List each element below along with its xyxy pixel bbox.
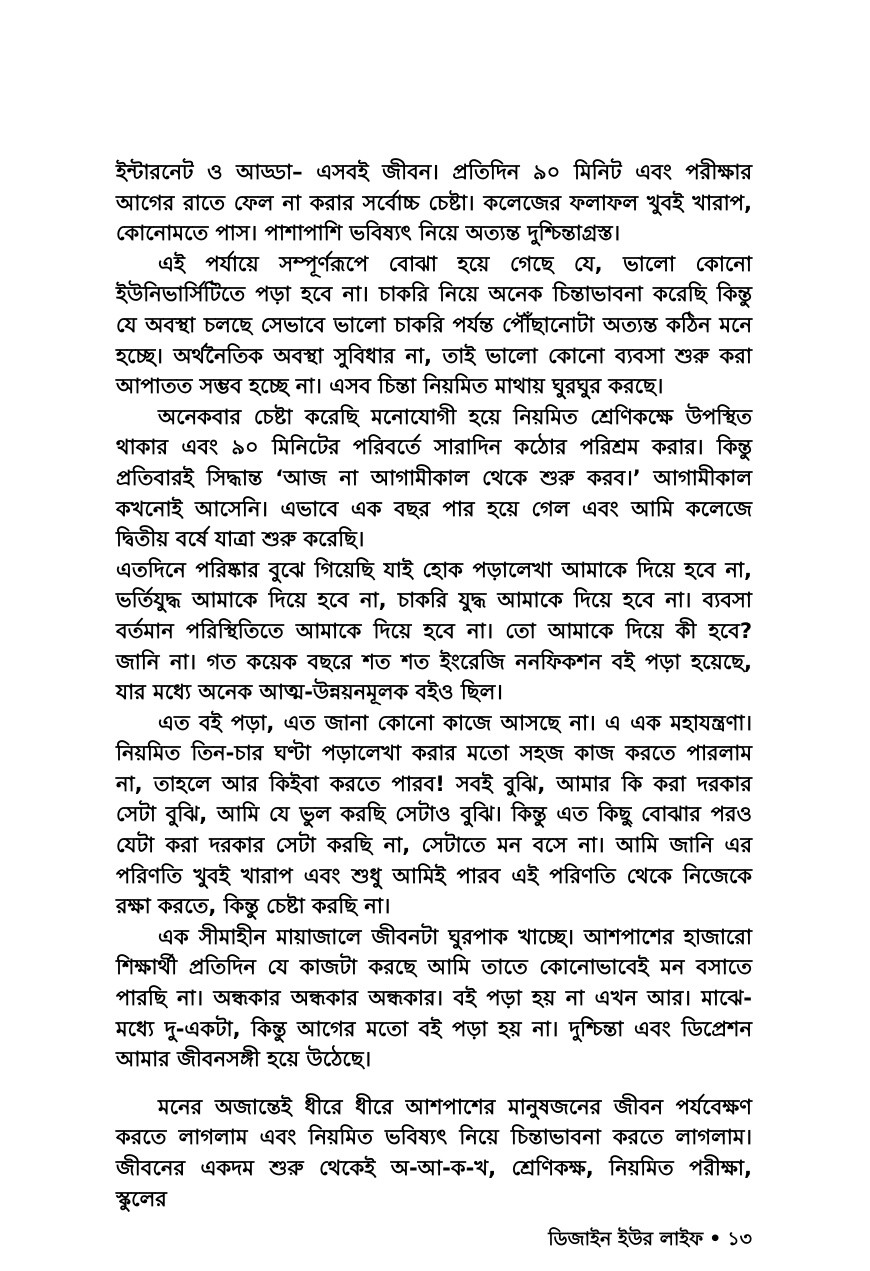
- paragraph-2: এই পর্যায়ে সম্পূর্ণরূপে বোঝা হয়ে গেছে যে, ভালো কোনো ইউনিভার্সিটিতে পড়া হবে না। চাকরি নিয়ে অনেক চিন্তাভাবনা করেছি কিন্তু যে অবস্থা চলছে সেভাবে ভালো চাকরি পর্যন্ত পৌঁছানোটা অত্যন্ত কঠিন মনে হচ্ছে। অর্থনৈতিক অবস্থা সুবিধার না, তাই ভালো কোনো ব্যবসা শুরু করা আপাতত সম্ভব হচ্ছে না। এসব চিন্তা নিয়মিত মাথায় ঘুরঘুর করছে।: [116, 251, 752, 399]
- paragraph-5: এত বই পড়া, এত জানা কোনো কাজে আসছে না। এ এক মহাযন্ত্রণা। নিয়মিত তিন-চার ঘণ্টা পড়ালেখা করার মতো সহজ কাজ করতে পারলাম না, তাহলে আর কিইবা করতে পারব! সবই বুঝি, আমার কি করা দরকার সেটা বুঝি, আমি যে ভুল করছি সেটাও বুঝি। কিন্তু এত কিছু বোঝার পরও যেটা করা দরকার সেটা করছি না, সেটাতে মন বসে না। আমি জানি এর পরিণতি খুবই খারাপ এবং শুধু আমিই পারব এই পরিণতি থেকে নিজেকে রক্ষা করতে, কিন্তু চেষ্টা করছি না।: [116, 710, 752, 919]
- paragraph-3: অনেকবার চেষ্টা করেছি মনোযোগী হয়ে নিয়মিত শ্রেণিকক্ষে উপস্থিত থাকার এবং ৯০ মিনিটের পরিবর্তে সারাদিন কঠোর পরিশ্রম করার। কিন্তু প্রতিবারই সিদ্ধান্ত ‘আজ না আগামীকাল থেকে শুরু করব।’ আগামীকাল কখনোই আসেনি। এভাবে এক বছর পার হয়ে গেল এবং আমি কলেজে দ্বিতীয় বর্ষে যাত্রা শুরু করেছি।: [116, 404, 752, 552]
- paragraph-6: এক সীমাহীন মায়াজালে জীবনটা ঘুরপাক খাচ্ছে। আশপাশের হাজারো শিক্ষার্থী প্রতিদিন যে কাজটা করছে আমি তাতে কোনোভাবেই মন বসাতে পারছি না। অন্ধকার অন্ধকার অন্ধকার। বই পড়া হয় না এখন আর। মাঝে-মধ্যে দু-একটা, কিন্তু আগের মতো বই পড়া হয় না। দুশ্চিন্তা এবং ডিপ্রেশন আমার জীবনসঙ্গী হয়ে উঠেছে।: [116, 924, 752, 1072]
- paragraph-1: ইন্টারনেট ও আড্ডা– এসবই জীবন। প্রতিদিন ৯০ মিনিট এবং পরীক্ষার আগের রাতে ফেল না করার সর্বোচ্চ চেষ্টা। কলেজের ফলাফল খুবই খারাপ, কোনোমতে পাস। পাশাপাশি ভবিষ্যৎ নিয়ে অত্যন্ত দুশ্চিন্তাগ্রস্ত।: [116, 160, 752, 246]
- footer-bullet: •: [709, 1228, 722, 1250]
- body-text: [116, 157, 752, 1214]
- running-title: ডিজাইন ইউর লাইফ: [548, 1228, 704, 1250]
- page-number: ১৩: [727, 1228, 752, 1250]
- paragraph-7: মনের অজান্তেই ধীরে ধীরে আশপাশের মানুষজনের জীবন পর্যবেক্ষণ করতে লাগলাম এবং নিয়মিত ভবিষ্যৎ নিয়ে চিন্তাভাবনা করতে লাগলাম। জীবনের একদম শুরু থেকেই অ-আ-ক-খ, শ্রেণিকক্ষ, নিয়মিত পরীক্ষা, স্কুলের: [116, 1094, 752, 1211]
- paragraph-4: এতদিনে পরিষ্কার বুঝে গিয়েছি যাই হোক পড়ালেখা আমাকে দিয়ে হবে না, ভর্তিযুদ্ধ আমাকে দিয়ে হবে না, চাকরি যুদ্ধ আমাকে দিয়ে হবে না। ব্যবসা বর্তমান পরিস্থিতিতে আমাকে দিয়ে হবে না। তো আমাকে দিয়ে কী হবে? জানি না। গত কয়েক বছরে শত শত ইংরেজি ননফিকশন বই পড়া হয়েছে, যার মধ্যে অনেক আত্ম-উন্নয়নমূলক বইও ছিল।: [116, 557, 752, 705]
- page-footer: [548, 1225, 752, 1257]
